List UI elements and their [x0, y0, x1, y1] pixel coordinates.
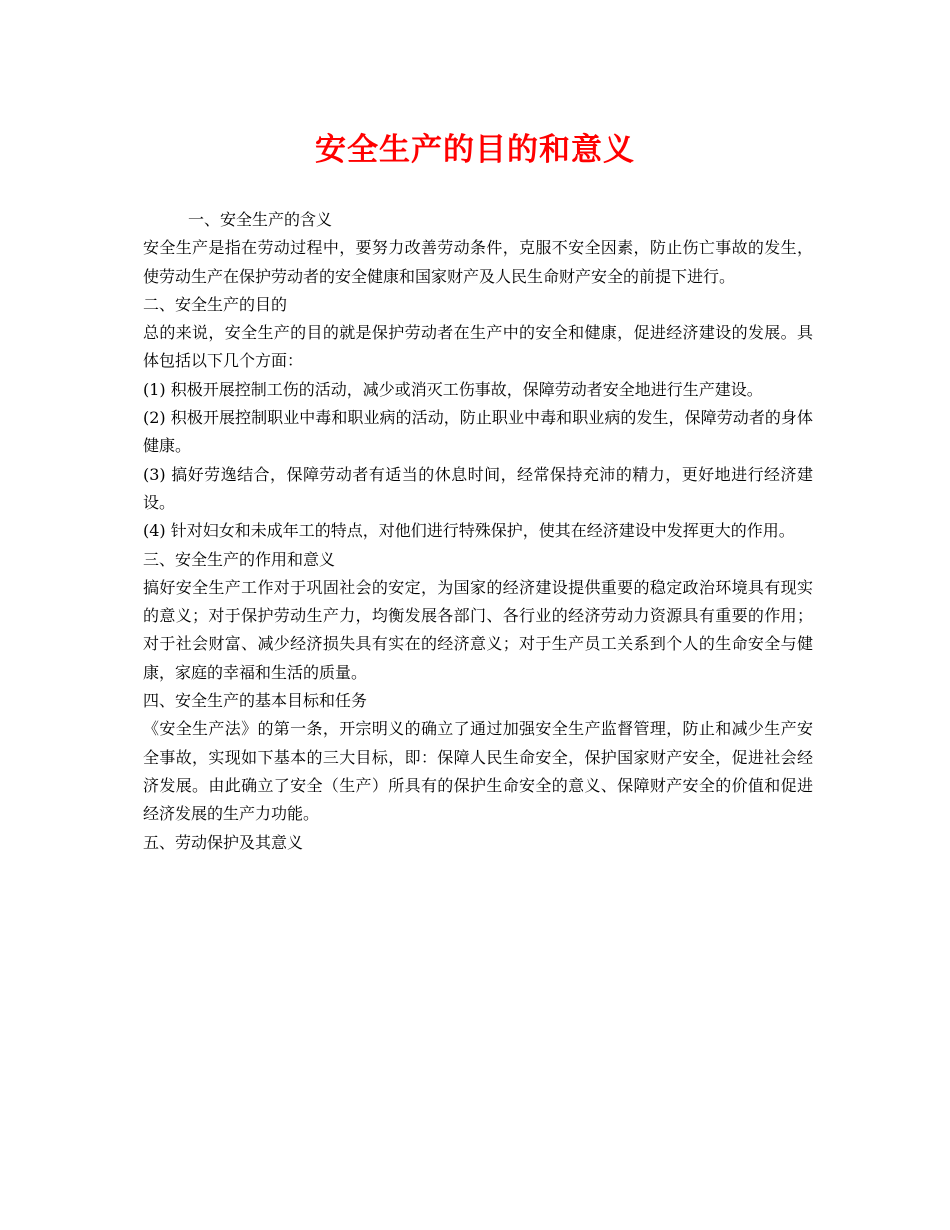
- document-title: 安全生产的目的和意义: [315, 132, 635, 168]
- list-item: (3) 搞好劳逸结合，保障劳动者有适当的休息时间，经常保持充沛的精力，更好地进行经济建设。: [143, 464, 813, 512]
- paragraph-significance: 搞好安全生产工作对于巩固社会的安定，为国家的经济建设提供重要的稳定政治环境具有现实的意义；对于保护劳动生产力，均衡发展各部门、各行业的经济劳动力资源具有重要的作用；对于社会财富、减少经济损失具有实在的经济意义；对于生产员工关系到个人的生命安全与健康，家庭的幸福和生活的质量。: [143, 577, 813, 682]
- section-heading-5: 五、劳动保护及其意义: [143, 832, 304, 852]
- paragraph-definition: 安全生产是指在劳动过程中，要努力改善劳动条件，克服不安全因素，防止伤亡事故的发生，使劳动生产在保护劳动者的安全健康和国家财产及人民生命财产安全的前提下进行。: [143, 238, 813, 286]
- section-heading-2: 二、安全生产的目的: [143, 294, 288, 314]
- paragraph-goals: 《安全生产法》的第一条，开宗明义的确立了通过加强安全生产监督管理，防止和减少生产安全事故，实现如下基本的三大目标，即：保障人民生命安全，保护国家财产安全，促进社会经济发展。由此确立了安全（生产）所具有的保护生命安全的意义、保障财产安全的价值和促进经济发展的生产力功能。: [143, 719, 813, 824]
- document-body: [143, 206, 813, 857]
- section-heading-3: 三、安全生产的作用和意义: [143, 549, 336, 569]
- section-heading-1: 一、安全生产的含义: [188, 210, 333, 229]
- list-item: (4) 针对妇女和未成年工的特点，对他们进行特殊保护，使其在经济建设中发挥更大的作用。: [143, 521, 795, 541]
- list-item: (1) 积极开展控制工伤的活动，减少或消灭工伤事故，保障劳动者安全地进行生产建设。: [143, 379, 763, 399]
- section-heading-4: 四、安全生产的基本目标和任务: [143, 691, 368, 711]
- paragraph-purpose: 总的来说，安全生产的目的就是保护劳动者在生产中的安全和健康，促进经济建设的发展。具体包括以下几个方面：: [143, 323, 813, 371]
- list-item: (2) 积极开展控制职业中毒和职业病的活动，防止职业中毒和职业病的发生，保障劳动者的身体健康。: [143, 408, 813, 456]
